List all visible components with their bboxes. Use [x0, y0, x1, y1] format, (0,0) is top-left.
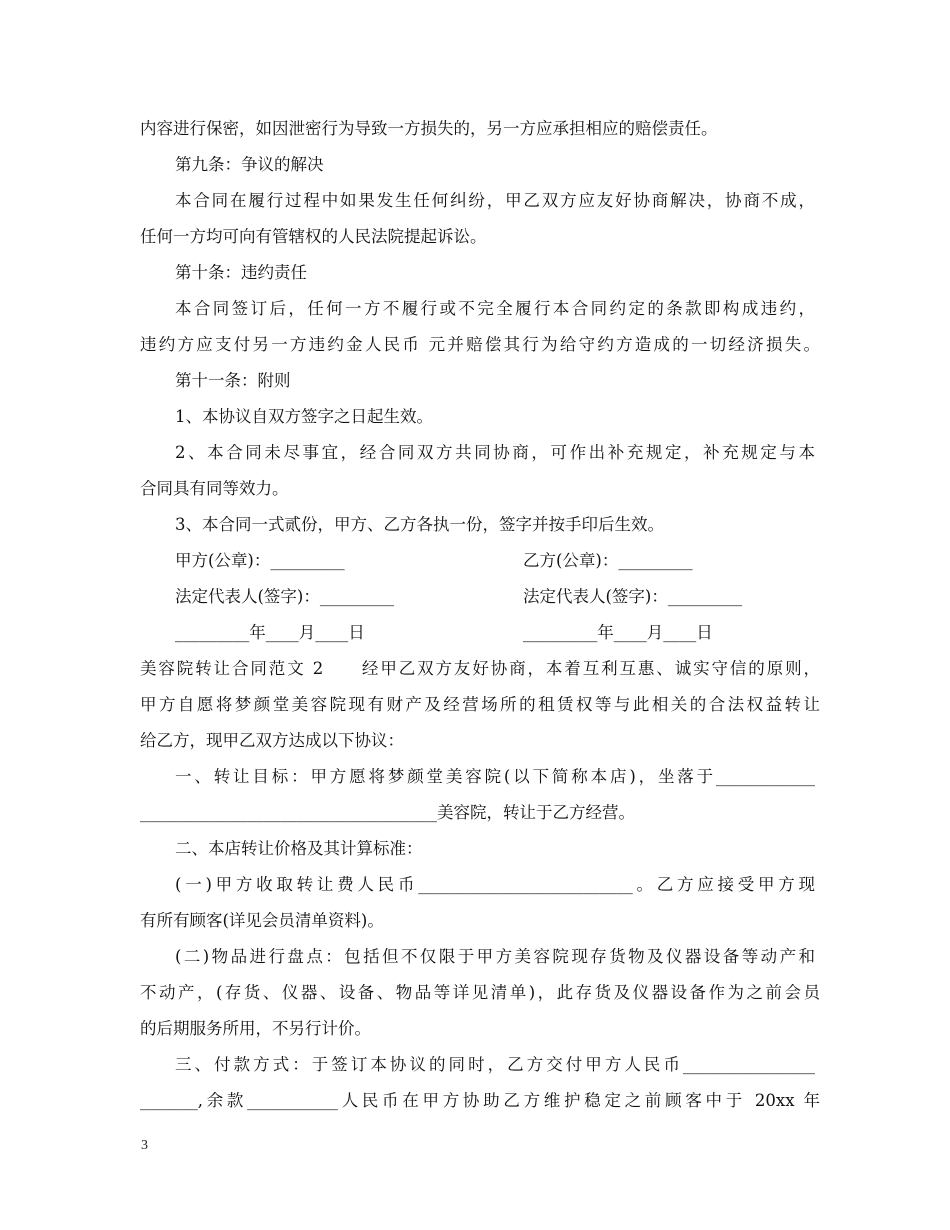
paragraph-line: 本合同签订后，任何一方不履行或不完全履行本合同约定的条款即构成违约， — [175, 299, 815, 318]
paragraph-line: 三、付款方式：于签订本协议的同时，乙方交付甲方人民币________________ — [175, 1055, 815, 1074]
party-a-seal-field: 甲方(公章)：_________ — [175, 551, 345, 570]
party-b-representative-field: 法定代表人(签字)：_________ — [523, 587, 743, 606]
page-number: 3 — [141, 1138, 148, 1153]
paragraph-line: 1、本协议自双方签字之日起生效。 — [175, 407, 433, 426]
party-a-representative-field: 法定代表人(签字)：_________ — [175, 587, 395, 606]
party-b-seal-field: 乙方(公章)：_________ — [523, 551, 693, 570]
article-heading: 第十一条：附则 — [175, 371, 291, 390]
paragraph-line: (一)甲方收取转让费人民币__________________________。乙方应接受甲方现 — [175, 875, 815, 894]
paragraph-line: _______,余款___________人民币在甲方协助乙方维护稳定之前顾客中于 20xx 年 — [140, 1091, 820, 1110]
section-heading: 二、本店转让价格及其计算标准： — [175, 839, 423, 858]
paragraph-line: 的后期服务所用，不另行计价。 — [140, 1019, 371, 1038]
party-b-date-field: _________年____月____日 — [523, 623, 713, 642]
paragraph-line: ____________________________________美容院，转让于乙方经营。 — [140, 803, 635, 822]
paragraph-line: 内容进行保密，如因泄密行为导致一方损失的，另一方应承担相应的赔偿责任。 — [140, 119, 718, 138]
paragraph-line: (二)物品进行盘点：包括但不仅限于甲方美容院现存货物及仪器设备等动产和 — [175, 947, 815, 966]
paragraph-line: 不动产，(存货、仪器、设备、物品等详见清单)，此存货及仪器设备作为之前会员 — [140, 983, 820, 1002]
paragraph-line: 3、本合同一式贰份，甲方、乙方各执一份，签字并按手印后生效。 — [175, 515, 664, 534]
paragraph-line: 甲方自愿将梦颜堂美容院现有财产及经营场所的租赁权等与此相关的合法权益转让 — [140, 695, 820, 714]
article-heading: 第九条：争议的解决 — [175, 155, 324, 174]
paragraph-line: 合同具有同等效力。 — [140, 479, 289, 498]
party-a-date-field: _________年____月____日 — [175, 623, 365, 642]
paragraph-line: 有所有顾客(详见会员清单资料)。 — [140, 911, 384, 930]
paragraph-line: 本合同在履行过程中如果发生任何纠纷，甲乙双方应友好协商解决，协商不成， — [175, 191, 815, 210]
paragraph-line: 给乙方，现甲乙双方达成以下协议： — [140, 731, 404, 750]
article-heading: 第十条：违约责任 — [175, 263, 307, 282]
paragraph-line: 一、转让目标：甲方愿将梦颜堂美容院(以下简称本店)，坐落于____________ — [175, 767, 815, 786]
paragraph-line: 美容院转让合同范文 2 经甲乙双方友好协商，本着互利互惠、诚实守信的原则， — [140, 659, 820, 678]
paragraph-line: 2、本合同未尽事宜，经合同双方共同协商，可作出补充规定，补充规定与本 — [175, 443, 815, 462]
paragraph-line: 违约方应支付另一方违约金人民币 元并赔偿其行为给守约方造成的一切经济损失。 — [140, 335, 820, 354]
paragraph-line: 任何一方均可向有管辖权的人民法院提起诉讼。 — [140, 227, 487, 246]
